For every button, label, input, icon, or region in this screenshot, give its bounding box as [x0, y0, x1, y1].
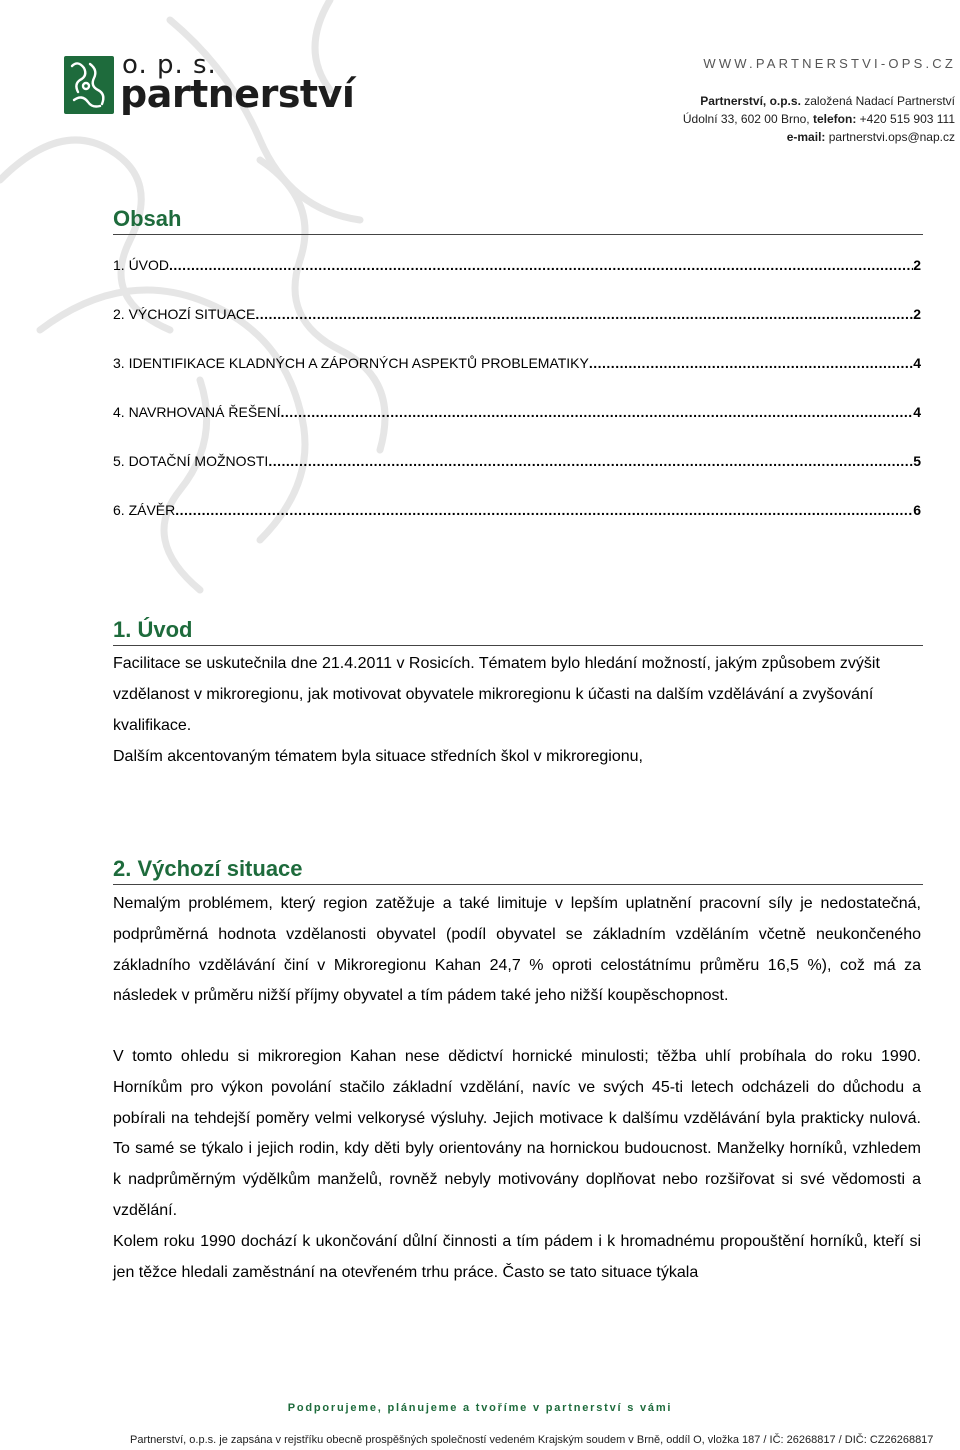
- paragraph: Facilitace se uskutečnila dne 21.4.2011 v Rosicích. Tématem bylo hledání možností, jakým způsobem zvýšit vzdělanost v mikroregionu, jak motivovat obyvatele mikroregionu k účasti na dalším vzdělávání a zvyšování kvalifikace.: [113, 655, 880, 734]
- toc-item-page: 4: [913, 404, 921, 420]
- footer-registration: Partnerství, o.p.s. je zapsána v rejstříku obecně prospěšných společností vedeném Krajským soudem v Brně, oddíl O, vložka 187 / IČ: 26268817 / DIČ: CZ26268817: [130, 1434, 934, 1446]
- email-label: e-mail:: [786, 130, 826, 144]
- phone: +420 515 903 111: [859, 112, 955, 126]
- section-heading-situation: 2. Výchozí situace: [113, 856, 923, 885]
- org-line: [683, 92, 955, 110]
- toc-item-page: 2: [913, 306, 921, 322]
- contact-block: [683, 92, 955, 146]
- company-logo: [64, 52, 354, 122]
- toc-item-page: 4: [913, 355, 921, 371]
- email-link[interactable]: partnerstvi.ops@nap.cz: [828, 130, 955, 144]
- toc-item-label: 1. ÚVOD: [113, 257, 170, 273]
- website-url[interactable]: WWW.PARTNERSTVI-OPS.CZ: [703, 56, 956, 71]
- address: Údolní 33, 602 00 Brno,: [682, 112, 810, 126]
- toc-item-page: 5: [913, 453, 921, 469]
- toc-item[interactable]: [113, 305, 921, 323]
- toc-heading: Obsah: [113, 206, 923, 235]
- paragraph: Dalším akcentovaným tématem byla situace středních škol v mikroregionu,: [113, 748, 643, 765]
- logo-subtitle: o. p. s.: [122, 50, 217, 80]
- toc-item-label: 6. ZÁVĚR: [113, 502, 176, 518]
- address-line: [683, 110, 955, 128]
- paragraph: Kolem roku 1990 dochází k ukončování důlní činnosti a tím pádem i k hromadnému propouštění horníků, kteří si jen těžce hledali zaměstnání na otevřeném trhu práce. Často se tato situace týkala: [113, 1233, 921, 1281]
- toc-item[interactable]: [113, 354, 921, 372]
- toc-item[interactable]: [113, 256, 921, 274]
- paragraph: V tomto ohledu si mikroregion Kahan nese dědictví hornické minulosti; těžba uhlí probíhala do roku 1990. Horníkům pro výkon povolání stačilo základní vzdělání, navíc ve svých 45-ti letech odcházeli do důchodu a pobírali na tehdejší poměry velmi velkorysé výsluhy. Jejich motivace k dalšímu vzdělávání byla prakticky nulová. To samé se týkalo i jejich rodin, kdy děti byly orientovány na hornickou budoucnost. Manželky horníků, vzhledem k nadprůměrným výdělkům manželů, rovněž nebyly motivovány doplňovat nebo rozšiřovat si své vědomosti a vzdělání.: [113, 1048, 921, 1219]
- toc-item[interactable]: [113, 403, 921, 421]
- logo-emblem-icon: [64, 56, 114, 114]
- phone-label: telefon:: [812, 112, 857, 126]
- toc-item[interactable]: [113, 501, 921, 519]
- toc-item-page: 2: [913, 257, 921, 273]
- toc-item-page: 6: [913, 502, 921, 518]
- logo-name: partnerství: [120, 72, 355, 116]
- toc-item-label: 2. VÝCHOZÍ SITUACE: [113, 306, 256, 322]
- toc-item-label: 4. NAVRHOVANÁ ŘEŠENÍ: [113, 404, 281, 420]
- org-founder: založená Nadací Partnerství: [804, 94, 955, 108]
- org-name: Partnerství, o.p.s.: [700, 94, 801, 108]
- toc-item-label: 5. DOTAČNÍ MOŽNOSTI: [113, 453, 269, 469]
- footer-slogan: Podporujeme, plánujeme a tvoříme v partnerství s vámi: [287, 1402, 673, 1414]
- email-line: [683, 128, 955, 146]
- toc-item[interactable]: [113, 452, 921, 470]
- section-heading-intro: 1. Úvod: [113, 617, 923, 646]
- toc-item-label: 3. IDENTIFIKACE KLADNÝCH A ZÁPORNÝCH ASPEKTŮ PROBLEMATIKY: [113, 355, 589, 371]
- paragraph: Nemalým problémem, který region zatěžuje a také limituje v lepším uplatnění pracovní síly je nedostatečná, podprůměrná hodnota vzdělanosti obyvatel (podíl obyvatel se základním vzděláním včetně neukončeného základního vzdělávání činí v Mikroregionu Kahan 24,7 % oproti celostátnímu průměru 16,5 %), což má za následek v průměru nižší příjmy obyvatel a tím pádem také jeho nižší koupěschopnost.: [113, 895, 921, 1005]
